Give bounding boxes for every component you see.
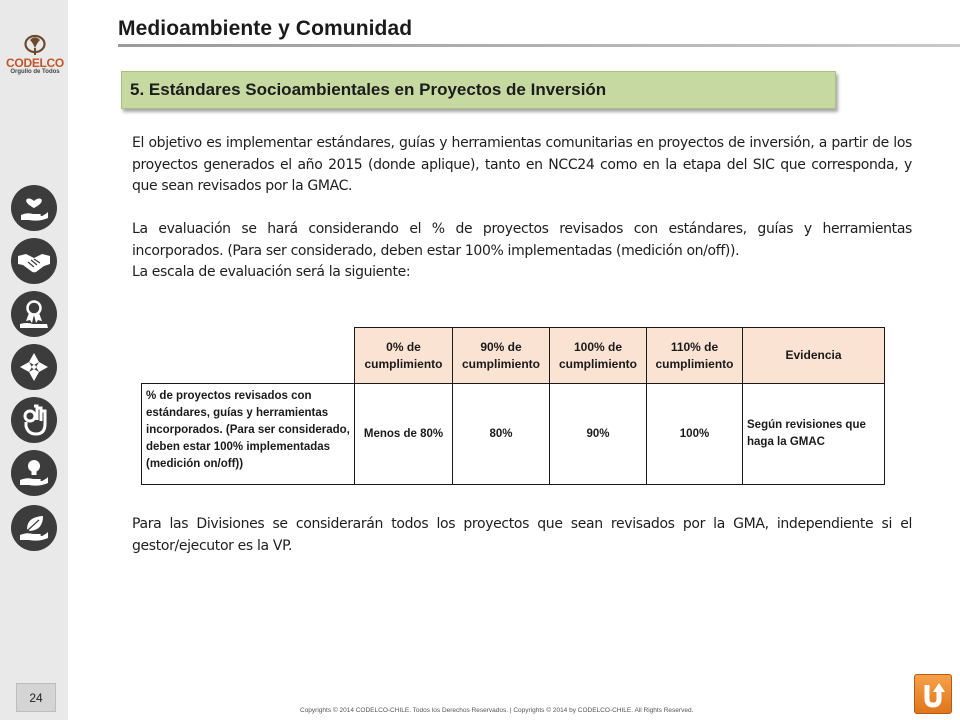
table-header-cell: 100% de cumplimiento <box>550 328 647 384</box>
table-cell: 90% <box>550 384 647 485</box>
lightbulb-hand-icon[interactable] <box>11 450 57 496</box>
heart-hand-icon[interactable] <box>11 185 57 231</box>
sidebar <box>0 0 68 720</box>
table-row <box>142 384 885 485</box>
table-header-cell: 110% de cumplimiento <box>647 328 743 384</box>
logo-tagline: Orgullo de Todos <box>10 69 60 75</box>
paragraph-scale-intro: La escala de evaluación será la siguiente: <box>132 264 411 280</box>
paragraph-divisions: Para las Divisiones se considerarán todos los proyectos que sean revisados por la GMA, independiente si el gestor/ejecutor es la VP. <box>132 516 912 554</box>
logo-name: CODELCO <box>6 56 64 70</box>
evaluation-scale-table <box>141 327 885 485</box>
copyright-notice: Copyrights © 2014 CODELCO-CHILE. Todos los Derechos Reservados. | Copyrights © 2014 by CODELCO-CHILE. All Rights Reserved. <box>300 707 694 714</box>
paragraph-objective: El objetivo es implementar estándares, guías y herramientas comunitarias en proyectos de inversión, a partir de los proyectos generados el año 2015 (donde aplique), tanto en NCC24 como en la etapa del SIC que corresponda, y que sean revisados por la GMAC. <box>132 135 912 194</box>
table-header-row <box>142 328 885 384</box>
return-arrow-icon <box>919 679 947 709</box>
table-cell: 100% <box>647 384 743 485</box>
section-title: 5. Estándares Socioambientales en Proyectos de Inversión <box>130 80 607 99</box>
codelco-logo <box>6 34 64 76</box>
table-cell: 80% <box>453 384 550 485</box>
paragraph-evaluation: La evaluación se hará considerando el % de proyectos revisados con estándares, guías y herramientas incorporados. (Para ser considerado, deben estar 100% implementadas (medición on/off)). <box>132 221 912 259</box>
ok-hand-icon[interactable] <box>11 397 57 443</box>
table-header-evidence: Evidencia <box>743 328 885 384</box>
table-cell-evidence: Según revisiones que haga la GMAC <box>743 384 885 485</box>
table-row-label: % de proyectos revisados con estándares, guías y herramientas incorporados. (Para ser considerado, deben estar 100% implementadas (medición on/off)) <box>142 384 355 485</box>
section-banner <box>121 71 836 109</box>
table-header-cell: 90% de cumplimiento <box>453 328 550 384</box>
page-title: Medioambiente y Comunidad <box>118 17 413 40</box>
table-header-blank <box>142 328 355 384</box>
back-button[interactable] <box>914 674 952 714</box>
medal-icon[interactable] <box>11 291 57 337</box>
hands-circle-icon[interactable] <box>11 344 57 390</box>
leaf-hand-icon[interactable] <box>11 505 57 551</box>
codelco-emblem-icon <box>21 34 49 56</box>
table-header-cell: 0% de cumplimiento <box>355 328 453 384</box>
title-divider <box>118 44 960 47</box>
handshake-icon[interactable] <box>11 238 57 284</box>
page-number: 24 <box>16 683 56 712</box>
table-cell: Menos de 80% <box>355 384 453 485</box>
